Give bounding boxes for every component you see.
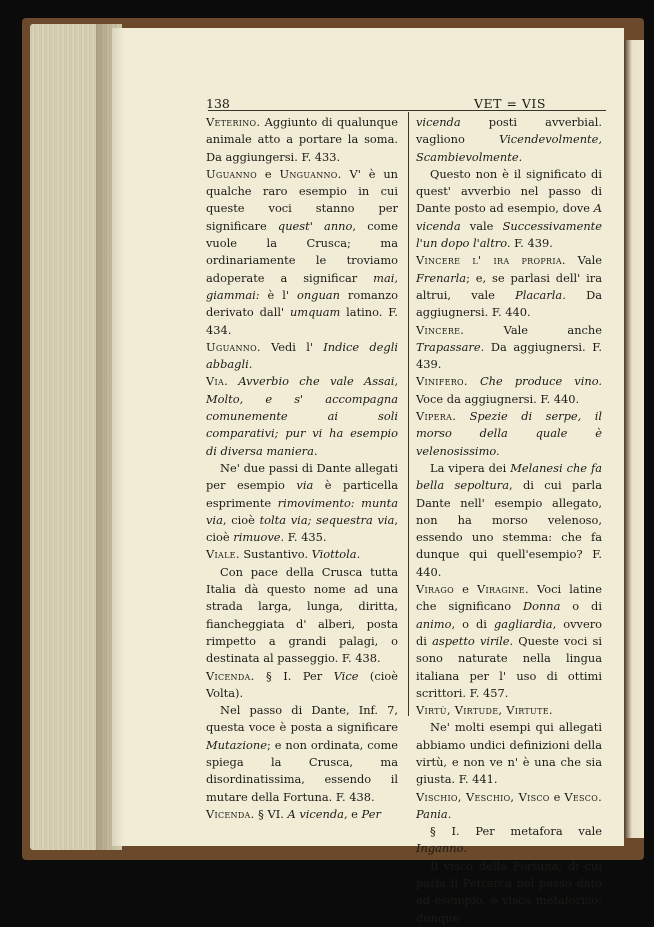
headword: Uguanno (206, 166, 257, 181)
body-text: e (549, 789, 565, 804)
italic-text: Pania. (416, 806, 452, 821)
italic-text: rimuove. (233, 530, 285, 545)
body-text: , come vuole la Crusca; ma ordinariamente le troviamo adoperate a significar (206, 218, 398, 285)
italic-text: quest' anno (277, 218, 353, 233)
italic-text: Frenarla (416, 270, 467, 285)
italic-text: Placarla. (515, 287, 566, 302)
column-rule (408, 112, 409, 716)
body-text (228, 374, 238, 388)
italic-text: Donna (522, 599, 561, 614)
body-text: F. 439. (510, 236, 553, 251)
body-text: § I. Per (254, 668, 334, 683)
right-column (416, 114, 603, 925)
body-text: § VI. (254, 806, 288, 821)
italic-text: A vicenda (416, 201, 602, 233)
italic-text: vicenda (416, 115, 461, 129)
body-text: Da aggiugnersi. F. 440. (416, 287, 602, 320)
headword: Vischio, Veschio, Visco (416, 789, 550, 804)
headword: Viale. (206, 547, 240, 562)
body-text: Ne' molti esempi qui allegati abbiamo undici definizioni della virtù, e non ve n' è una che sia giusta. F. 441. (416, 720, 602, 787)
body-text: ; e, se parlasi dell' ira altrui, vale (416, 270, 602, 302)
italic-text: Spezie di serpe, il morso della quale è velenosissimo. (416, 409, 602, 458)
italic-text: Mutazione (206, 737, 267, 752)
body-text: Vale (565, 253, 602, 268)
body-text: ; e non ordinata, come spiega la Crusca, ma disordinatissima, essendo il mutare della Fortuna. F. 438. (206, 737, 398, 804)
entry-paragraph (416, 823, 602, 858)
body-text: e (453, 582, 477, 597)
entry-paragraph (416, 858, 602, 927)
italic-text: Vice (333, 668, 359, 683)
body-text: Queste voci si sono naturate nella lingua italiana per l' uso di ottimi scrittori. F. 457. (416, 633, 602, 700)
headword: Uguanno. (206, 339, 261, 354)
body-text: Aggiunto di qualunque animale atto a portare la soma. Da aggiungersi. F. 433. (206, 115, 398, 164)
body-text: o di (560, 599, 602, 614)
italic-text: aspetto virile. (432, 633, 514, 648)
italic-text: Che produce vino. (479, 374, 602, 389)
italic-text: Viottola. (311, 547, 361, 562)
italic-text: Successivamente l'un dopo l'altro. (416, 218, 602, 251)
entry-paragraph (206, 373, 398, 459)
entry-paragraph (416, 719, 602, 788)
entry-paragraph (206, 546, 398, 563)
body-text: Vale anche (464, 322, 602, 337)
body-text: e (256, 166, 280, 181)
body-text: V' è un qualche raro esempio in cui queste voci stanno per significare (206, 166, 398, 233)
italic-text: Trapassare. (416, 339, 485, 354)
headword: Via. (206, 374, 228, 389)
entry-paragraph (416, 789, 602, 824)
body-text: F. 435. (284, 530, 327, 545)
headword: Virago (416, 582, 454, 597)
body-text (456, 409, 469, 423)
entry-paragraph (206, 460, 398, 546)
body-text: , e (343, 806, 362, 821)
entry-paragraph (206, 114, 398, 166)
italic-text: umquam (289, 305, 341, 320)
body-text: Sustantivo. (239, 547, 312, 562)
body-text: Voce da aggiugnersi. F. 440. (416, 391, 580, 406)
body-text: latino. F. 434. (206, 305, 398, 337)
italic-text: via (296, 478, 314, 493)
headword: Vincere. (416, 322, 465, 337)
italic-text: Per (361, 806, 381, 821)
body-text: vale (460, 218, 503, 233)
entry-paragraph (416, 166, 602, 252)
headword: Veterino. (206, 115, 261, 129)
body-text: Vedi l' (260, 339, 324, 354)
entry-paragraph (416, 252, 602, 321)
entry-paragraph (206, 564, 398, 668)
italic-text: Inganno. (416, 841, 467, 856)
italic-text: rimovimento: munta via (206, 495, 398, 527)
italic-text: onguan (296, 287, 340, 302)
running-head (206, 96, 620, 110)
headword: Viragine. (476, 582, 529, 597)
headword: Vincere l' ira propria. (416, 253, 566, 268)
body-text: , di cui parla Dante nell' esempio allegato, non ha morso velenoso, essendo uno stemma: che fa dunque qui quell'esempio? F. 440. (416, 478, 602, 579)
body-text: posti avverbial. vagliono (416, 115, 602, 147)
body-text: , o di (451, 616, 494, 631)
italic-text: Indice degli abbagli. (206, 339, 398, 372)
italic-text: gagliardia (493, 616, 553, 631)
headword: Vipera. (416, 409, 457, 424)
headword: Vesco. (564, 789, 602, 804)
body-text: Questo non è il significato di quest' avverbio nel passo di Dante posto ad esempio, dove (416, 166, 602, 216)
body-text: , ovvero di (416, 616, 603, 648)
body-text: romanzo derivato dall' (206, 287, 398, 320)
body-text: Voci latine che significano (416, 582, 602, 614)
headword: Vicenda. (206, 806, 255, 821)
italic-text: Melanesi che fa bella sepoltura (416, 460, 602, 493)
headword: Virtù, Virtude, Virtute. (416, 703, 553, 718)
entry-paragraph (416, 581, 602, 702)
page-number: 138 (206, 96, 230, 111)
italic-text: A vicenda (287, 806, 344, 821)
headword: Unguanno. (279, 166, 342, 181)
header-rule (208, 110, 606, 111)
entry-paragraph (206, 668, 398, 703)
body-text: Il visco della Fortuna, di cui parla il Petrarca nel passo dato ad esempio, è visco metaforico: dunque (416, 858, 602, 925)
body-text: Con pace della Crusca tutta Italia dà questo nome ad una strada larga, lunga, diritta, fiancheggiata d' alberi, posta rimpetto a grandi palagi, o destinata al passeggio. F. 438. (206, 564, 398, 666)
entry-paragraph (206, 702, 398, 806)
entry-paragraph (206, 339, 398, 374)
entry-paragraph (416, 408, 602, 460)
entry-paragraph (206, 806, 398, 823)
left-column (206, 114, 399, 821)
italic-text: Vicendevolmente, Scambievolmente. (416, 132, 602, 164)
body-text: , cioè (206, 512, 399, 545)
entry-paragraph (416, 460, 602, 581)
body-text: Da aggiugnersi. F. 439. (416, 339, 602, 372)
body-text (468, 374, 480, 388)
headword: Vinifero. (416, 374, 468, 389)
italic-text: mai, giammai: (206, 270, 398, 302)
entry-paragraph (416, 373, 602, 408)
body-text: è particella esprimente (206, 478, 398, 510)
italic-text: tolta via; sequestra via (259, 512, 395, 527)
italic-text: Avverbio che vale Assai, Molto, e s' accompagna comunemente ai soli comparativi; pur vi ha esempio di diversa maniera. (206, 374, 398, 458)
body-text: Ne' due passi di Dante allegati per esempio (206, 460, 398, 493)
body-text: , cioè (222, 512, 260, 527)
entry-paragraph (416, 322, 602, 374)
facing-page-edge (624, 40, 644, 838)
italic-text: animo (416, 616, 452, 631)
entry-paragraph (416, 114, 602, 166)
body-text: La vipera dei (430, 460, 511, 475)
body-text: § I. Per metafora vale (430, 824, 602, 839)
entry-paragraph (206, 166, 398, 339)
body-text: (cioè Volta). (206, 668, 399, 700)
body-text: è l' (259, 287, 297, 302)
body-text: Nel passo di Dante, Inf. 7, questa voce è posta a significare (206, 703, 398, 735)
gutter-shadow (96, 24, 124, 850)
entry-paragraph (416, 702, 602, 719)
headword: Vicenda. (206, 668, 255, 683)
running-title: VET = VIS (474, 96, 546, 111)
